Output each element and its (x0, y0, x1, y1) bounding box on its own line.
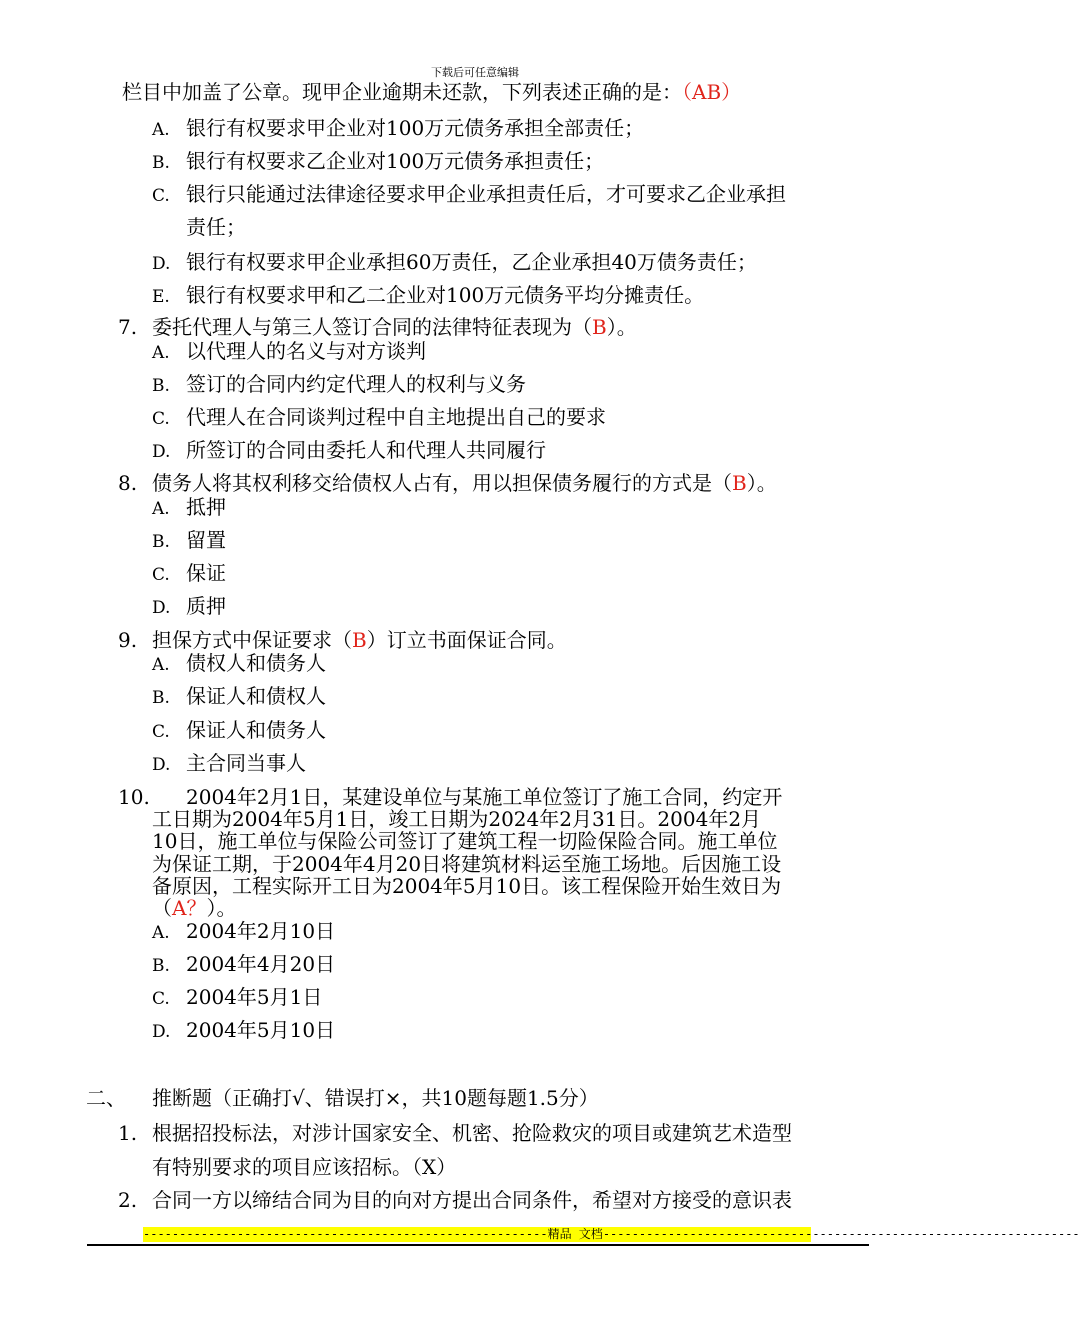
option-text: 所签订的合同由委托人和代理人共同履行 (186, 438, 546, 462)
answer-mark: B (592, 315, 607, 339)
stem-text-end: ）订立书面保证合同。 (366, 628, 567, 652)
question-number: 7. (118, 315, 138, 339)
option-text: 2004年4月20日 (186, 952, 336, 976)
item-text: 合同一方以缔结合同为目的向对方提出合同条件，希望对方接受的意识表 (152, 1188, 792, 1212)
footer-dashes-left: -------------------------------------------------------- (143, 1227, 548, 1241)
question-number: 2. (118, 1188, 138, 1212)
tf-item-1-cont (118, 1155, 456, 1179)
tf-item-1 (118, 1121, 792, 1145)
q10-option-c (152, 985, 322, 1011)
option-letter: C. (152, 989, 170, 1009)
q8-option-c (152, 561, 226, 587)
q8-option-d (152, 594, 226, 620)
q8-option-a (152, 495, 226, 521)
option-text: 2004年2月10日 (186, 919, 336, 943)
option-text: 主合同当事人 (186, 751, 306, 775)
option-letter: C. (152, 409, 170, 429)
option-text: 银行有权要求乙企业对100万元债务承担责任； (186, 149, 605, 173)
option-text: 质押 (186, 594, 226, 618)
option-letter: B. (152, 956, 170, 976)
q9-option-a (152, 651, 326, 677)
q9-option-b (152, 684, 326, 710)
option-text: 留置 (186, 528, 226, 552)
q7-stem (118, 315, 637, 339)
intro-text: 栏目中加盖了公章。现甲企业逾期未还款，下列表述正确的是： (122, 80, 682, 104)
stem-text-end: ）。 (746, 471, 777, 495)
item-text: 根据招投标法，对涉计国家安全、机密、抢险救灾的项目或建筑艺术造型 (152, 1121, 792, 1145)
q6-option-c-cont (152, 215, 246, 239)
option-letter: D. (152, 598, 171, 618)
q7-option-b (152, 372, 526, 398)
answer-mark: A？ (172, 896, 207, 920)
q7-option-c (152, 405, 606, 431)
section-2-title: 推断题（正确打√、错误打×，共10题每题1.5分） (152, 1086, 599, 1110)
option-letter: E. (152, 287, 170, 307)
q10-line-3: 10日，施工单位与保险公司签订了建筑工程一切险保险合同。施工单位 (152, 829, 778, 853)
option-letter: C. (152, 722, 170, 742)
option-text: 签订的合同内约定代理人的权利与义务 (186, 372, 526, 396)
footer-dashes-right: ------------------------------------------------------------------ (602, 1227, 1080, 1241)
section-2-number: 二、 (86, 1086, 126, 1110)
stem-text-end: ）。 (606, 315, 637, 339)
page-header: 下载后可任意编辑 (431, 66, 519, 79)
intro-answer: （AB） (682, 80, 742, 104)
tf-item-2 (118, 1188, 792, 1212)
footer-text: 精品 文档 (547, 1227, 603, 1241)
q7-option-d (152, 438, 546, 464)
option-text: 银行有权要求甲企业对100万元债务承担全部责任； (186, 116, 645, 140)
option-text: 以代理人的名义与对方谈判 (186, 339, 426, 363)
q6-option-b (152, 149, 604, 175)
option-text: 抵押 (186, 495, 226, 519)
q10-option-a (152, 919, 335, 945)
q9-option-d (152, 751, 306, 777)
q9-stem (118, 628, 567, 652)
option-letter: A. (152, 120, 170, 140)
option-text: 保证人和债权人 (186, 684, 326, 708)
option-letter: C. (152, 565, 170, 585)
footer-banner (143, 1227, 1080, 1242)
q10-option-b (152, 952, 335, 978)
option-letter: A. (152, 655, 170, 675)
option-text: 2004年5月10日 (186, 1018, 336, 1042)
option-text: 代理人在合同谈判过程中自主地提出自己的要求 (186, 405, 606, 429)
option-text: 债权人和债务人 (186, 651, 326, 675)
option-text: 2004年5月1日 (186, 985, 323, 1009)
option-letter: C. (152, 186, 170, 206)
option-letter: B. (152, 688, 170, 708)
option-text: 保证人和债务人 (186, 718, 326, 742)
item-text: 有特别要求的项目应该招标。（X） (152, 1155, 457, 1179)
stem-text: 担保方式中保证要求（ (152, 628, 352, 652)
option-letter: D. (152, 755, 171, 775)
stem-text: （ (152, 896, 172, 920)
option-letter: A. (152, 343, 170, 363)
q10-line-4: 为保证工期，于2004年4月20日将建筑材料运至施工场地。后因施工设 (152, 852, 782, 876)
q10-option-d (152, 1018, 335, 1044)
stem-text: 委托代理人与第三人签订合同的法律特征表现为（ (152, 315, 592, 339)
intro-line (122, 80, 741, 104)
q6-option-d (152, 250, 757, 276)
q9-option-c (152, 718, 326, 744)
q8-stem (118, 471, 777, 495)
q10-number: 10. (118, 785, 150, 809)
option-text: 银行只能通过法律途径要求甲企业承担责任后，才可要求乙企业承担 (186, 182, 786, 206)
option-text: 保证 (186, 561, 226, 585)
stem-text: 债务人将其权利移交给债权人占有，用以担保债务履行的方式是（ (152, 471, 732, 495)
option-letter: A. (152, 499, 170, 519)
question-number: 1. (118, 1121, 138, 1145)
option-letter: B. (152, 376, 170, 396)
option-letter: D. (152, 442, 171, 462)
q6-option-a (152, 116, 644, 142)
q8-option-b (152, 528, 226, 554)
option-text: 责任； (186, 215, 246, 239)
answer-mark: B (352, 628, 367, 652)
footer-rule (87, 1244, 869, 1246)
option-text: 银行有权要求甲和乙二企业对100万元债务平均分摊责任。 (186, 283, 705, 307)
answer-mark: B (732, 471, 747, 495)
option-letter: B. (152, 153, 170, 173)
question-number: 9. (118, 628, 138, 652)
option-text: 银行有权要求甲企业承担60万责任，乙企业承担40万债务责任； (186, 250, 757, 274)
option-letter: B. (152, 532, 170, 552)
q7-option-a (152, 339, 426, 365)
q10-line-6 (152, 896, 236, 920)
q10-line-2: 工日期为2004年5月1日，竣工日期为2024年2月31日。2004年2月 (152, 807, 762, 831)
option-letter: D. (152, 1022, 171, 1042)
stem-text-end: ）。 (206, 896, 237, 920)
option-letter: A. (152, 923, 170, 943)
option-letter: D. (152, 254, 171, 274)
q10-line-1: 2004年2月1日，某建设单位与某施工单位签订了施工合同，约定开 (186, 785, 783, 809)
q10-line-5: 备原因，工程实际开工日为2004年5月10日。该工程保险开始生效日为 (152, 874, 782, 898)
q6-option-c (152, 182, 786, 208)
q6-option-e (152, 283, 704, 309)
question-number: 8. (118, 471, 138, 495)
